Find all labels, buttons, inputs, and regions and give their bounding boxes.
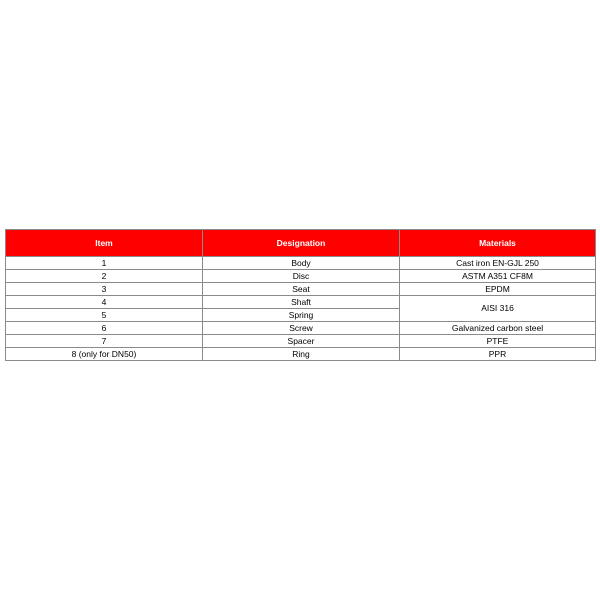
table-row — [6, 348, 596, 361]
designation-cell: Body — [203, 257, 400, 270]
table-row — [6, 270, 596, 283]
table-row — [6, 335, 596, 348]
table-row — [6, 283, 596, 296]
designation-cell: Disc — [203, 270, 400, 283]
material-cell: Galvanized carbon steel — [400, 322, 596, 335]
table-header-row — [6, 230, 596, 257]
material-cell: ASTM A351 CF8M — [400, 270, 596, 283]
material-cell: Cast iron EN-GJL 250 — [400, 257, 596, 270]
item-cell: 1 — [6, 257, 203, 270]
table-row — [6, 296, 596, 309]
designation-cell: Screw — [203, 322, 400, 335]
table-row — [6, 257, 596, 270]
designation-cell: Ring — [203, 348, 400, 361]
designation-cell: Seat — [203, 283, 400, 296]
item-cell: 4 — [6, 296, 203, 309]
designation-cell: Spacer — [203, 335, 400, 348]
item-cell: 6 — [6, 322, 203, 335]
materials-table — [5, 229, 596, 361]
designation-cell: Shaft — [203, 296, 400, 309]
material-cell: PPR — [400, 348, 596, 361]
header-designation: Designation — [203, 230, 400, 257]
material-cell: PTFE — [400, 335, 596, 348]
designation-cell: Spring — [203, 309, 400, 322]
item-cell: 8 (only for DN50) — [6, 348, 203, 361]
table-row — [6, 322, 596, 335]
item-cell: 7 — [6, 335, 203, 348]
material-cell: EPDM — [400, 283, 596, 296]
item-cell: 5 — [6, 309, 203, 322]
material-cell-merged: AISI 316 — [400, 296, 596, 322]
item-cell: 2 — [6, 270, 203, 283]
header-item: Item — [6, 230, 203, 257]
item-cell: 3 — [6, 283, 203, 296]
header-materials: Materials — [400, 230, 596, 257]
